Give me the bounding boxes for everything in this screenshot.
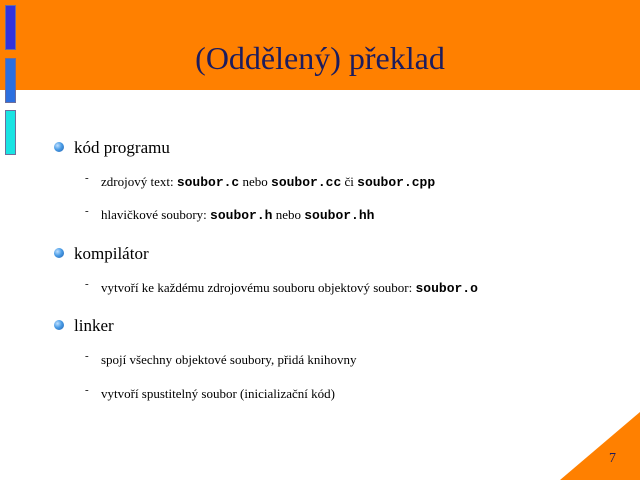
text-segment: vytvoří ke každému zdrojovému souboru objektový soubor: bbox=[101, 280, 416, 295]
dash-icon: - bbox=[85, 278, 89, 290]
bullet-dot-icon bbox=[54, 248, 64, 258]
text-segment: zdrojový text: bbox=[101, 174, 177, 189]
bullet-label: kód programu bbox=[74, 138, 170, 157]
dash-icon: - bbox=[85, 205, 89, 217]
dash-icon: - bbox=[85, 384, 89, 396]
code-filename: soubor.hh bbox=[304, 208, 375, 223]
dash-icon: - bbox=[85, 350, 89, 362]
code-filename: soubor.cpp bbox=[357, 175, 436, 190]
slide-title: (Oddělený) překlad bbox=[195, 40, 445, 76]
text-segment: nebo bbox=[239, 174, 272, 189]
code-filename: soubor.cc bbox=[271, 175, 342, 190]
page-number: 7 bbox=[609, 451, 616, 466]
sub-item-text bbox=[101, 173, 435, 192]
bullet-label: linker bbox=[74, 316, 114, 335]
accent-bar-cyan bbox=[5, 110, 16, 155]
dash-icon: - bbox=[85, 172, 89, 184]
sub-item-text bbox=[101, 279, 478, 298]
text-segment: či bbox=[341, 174, 358, 189]
sub-item-text: spojí všechny objektové soubory, přidá knihovny bbox=[101, 352, 357, 367]
code-filename: soubor.h bbox=[210, 208, 273, 223]
sub-item-text bbox=[101, 206, 374, 225]
bullet-dot-icon bbox=[54, 142, 64, 152]
sub-item-text: vytvoří spustitelný soubor (inicializační kód) bbox=[101, 386, 335, 401]
text-segment: nebo bbox=[272, 207, 305, 222]
text-segment: hlavičkové soubory: bbox=[101, 207, 211, 222]
bullet-label: kompilátor bbox=[74, 244, 149, 263]
code-filename: soubor.c bbox=[176, 175, 240, 190]
bullet-dot-icon bbox=[54, 320, 64, 330]
code-filename: soubor.o bbox=[415, 281, 478, 296]
corner-triangle bbox=[560, 412, 640, 480]
